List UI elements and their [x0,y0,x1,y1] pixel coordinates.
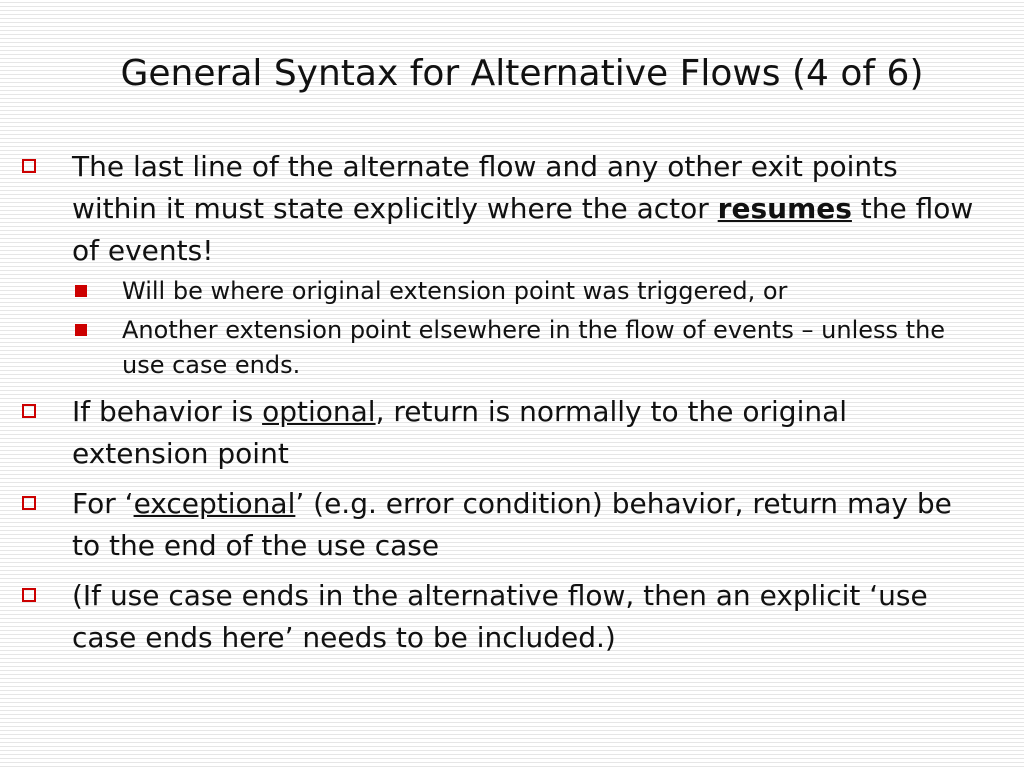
bullet-text-after: ’ (e.g. error condition) behavior, return may be to the end of the use case [72,487,952,562]
bullet-item-resumes [0,146,1024,383]
bullet-emphasis-exceptional: exceptional [133,487,296,520]
bullet-text-before: For ‘ [72,487,134,520]
bullet-text: (If use case ends in the alternative flow, then an explicit ‘use case ends here’ needs to be included.) [72,579,928,654]
bullet-text-after: , return is normally to the original extension point [72,395,848,470]
hollow-square-bullet-icon [22,159,36,173]
sub-bullet-text: Another extension point elsewhere in the flow of events – unless the use case ends. [122,316,946,379]
hollow-square-bullet-icon [22,588,36,602]
filled-square-bullet-icon [75,324,87,336]
bullet-item-use-case-ends [0,575,1024,659]
bullet-list [0,146,1024,667]
hollow-square-bullet-icon [22,404,36,418]
bullet-text-before: The last line of the alternate flow and any other exit points within it must state explicitly where the actor [72,150,898,225]
sub-bullet-item [72,274,988,309]
bullet-text-before: If behavior is [72,395,263,428]
hollow-square-bullet-icon [22,496,36,510]
bullet-item-optional [0,391,1024,475]
bullet-emphasis-optional: optional [262,395,376,428]
sub-bullet-text: Will be where original extension point was triggered, or [122,277,788,305]
sub-bullet-item [72,313,988,383]
slide-title: General Syntax for Alternative Flows (4 of 6) [120,53,924,94]
filled-square-bullet-icon [75,285,87,297]
bullet-item-exceptional [0,483,1024,567]
sub-bullet-list [72,274,988,383]
bullet-emphasis-resumes: resumes [717,192,852,225]
bullet-text-after: the flow of events! [72,192,974,267]
